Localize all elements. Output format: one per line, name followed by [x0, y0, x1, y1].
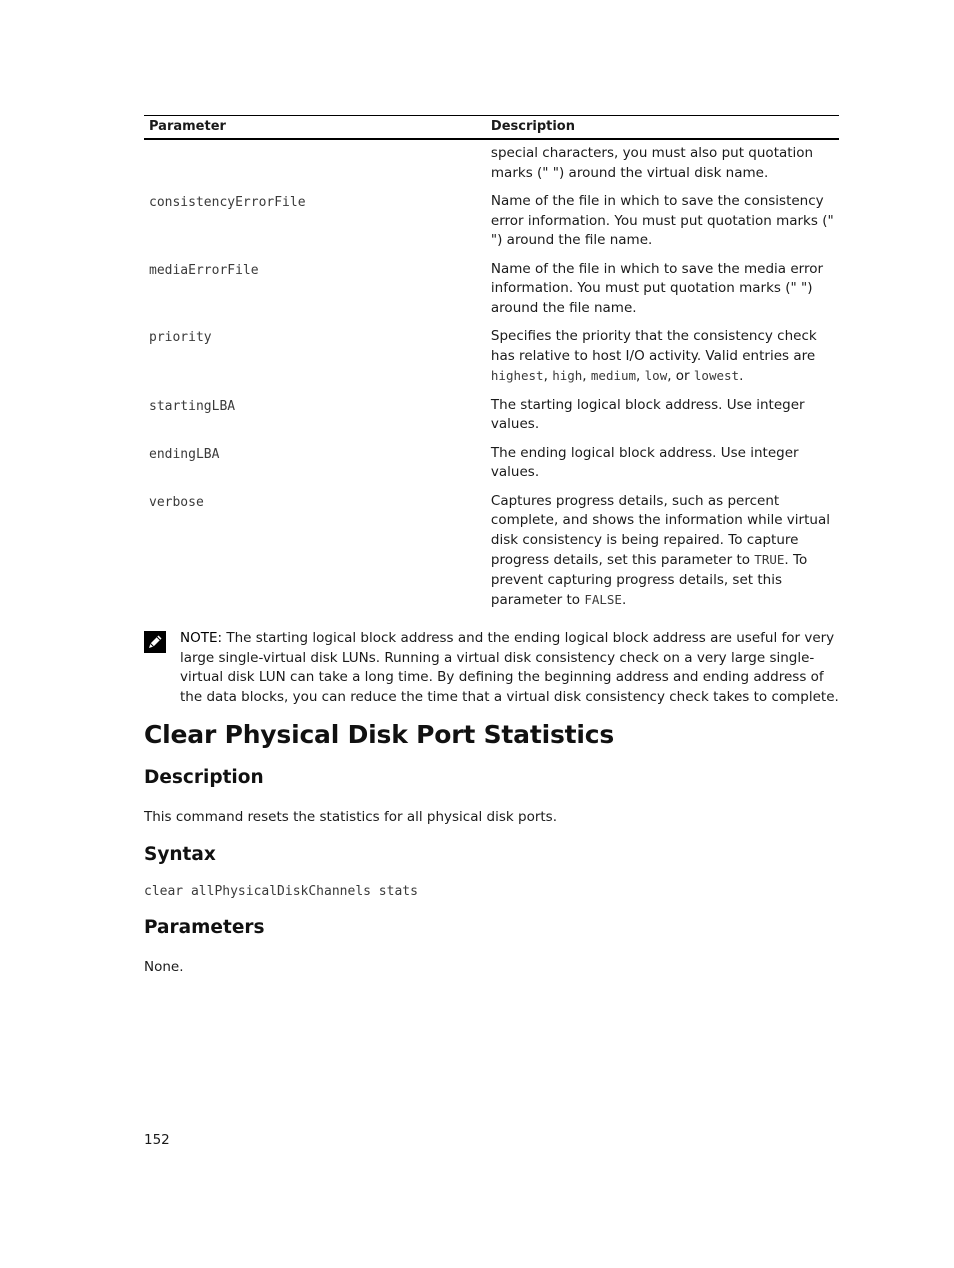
description-text: . — [739, 368, 744, 384]
param-name-cell: priority — [149, 330, 212, 345]
code-value: TRUE — [754, 552, 785, 567]
table-row — [144, 327, 839, 396]
table-body — [144, 139, 839, 620]
code-value: lowest — [693, 368, 740, 383]
param-name-cell: mediaErrorFile — [149, 262, 259, 278]
description-text: . To prevent capturing progress details, set this parameter to — [490, 552, 808, 608]
description-text: , — [582, 368, 591, 384]
param-name-cell: endingLBA — [149, 446, 220, 462]
parameters-text: None. — [144, 959, 184, 975]
description-text: special characters, you must also put quotation marks (" ") around the virtual disk name. — [490, 145, 814, 181]
param-description-cell — [486, 444, 839, 492]
description-text: , or — [667, 368, 694, 384]
description-text: Name of the file in which to save the media error information. You must put quotation marks (" ") around the file name. — [490, 260, 824, 316]
parameter-table — [144, 115, 839, 620]
table-header-row — [144, 116, 839, 140]
param-description-cell — [486, 492, 839, 620]
page-number: 152 — [144, 1132, 170, 1148]
description-text: Name of the file in which to save the consistency error information. You must put quotation marks (" ") around the file name. — [490, 193, 834, 248]
param-description-cell — [486, 396, 839, 444]
description-text: The starting logical block address. Use integer values. — [490, 396, 805, 432]
description-text: , — [543, 368, 553, 384]
note-body: The starting logical block address and the ending logical block address are useful for very large single-virtual disk LUNs. Running a virtual disk consistency check on a very large single-virtual disk LUN can take a long time. By defining the beginning address and ending address of the data blocks, you can reduce the time that a virtual disk consistency check takes to complete. — [180, 630, 839, 705]
param-description-cell — [486, 327, 839, 396]
table-row — [144, 444, 839, 492]
note-label: NOTE: — [180, 630, 223, 646]
code-value: low — [644, 368, 668, 383]
parameters-heading: Parameters — [144, 917, 265, 938]
code-value: FALSE — [584, 592, 622, 607]
table-row — [144, 396, 839, 444]
syntax-code: clear allPhysicalDiskChannels stats — [144, 884, 418, 899]
param-name-cell: verbose — [149, 494, 204, 510]
description-text: , — [636, 368, 645, 384]
description-text: The ending logical block address. Use integer values. — [490, 444, 799, 480]
note-pencil-icon — [144, 631, 166, 653]
header-description: Description — [486, 116, 839, 140]
code-value: highest — [490, 368, 544, 383]
param-description-cell — [486, 192, 839, 260]
syntax-heading: Syntax — [144, 844, 216, 865]
param-name-cell — [144, 139, 486, 192]
note-text — [180, 629, 839, 707]
param-name-cell: startingLBA — [149, 398, 236, 414]
description-text: . — [621, 592, 627, 608]
table-row — [144, 260, 839, 328]
section-title: Clear Physical Disk Port Statistics — [144, 720, 615, 749]
description-heading: Description — [144, 767, 264, 788]
param-name-cell: consistencyErrorFile — [149, 195, 306, 210]
code-value: medium — [590, 368, 637, 383]
param-description-cell — [486, 260, 839, 328]
header-parameter: Parameter — [144, 116, 486, 140]
description-text: Captures progress details, such as percent complete, and shows the information while virtual disk consistency is being repaired. To capture progress details, set this parameter to — [490, 492, 830, 568]
table-row — [144, 492, 839, 620]
table-row — [144, 139, 839, 192]
param-description-cell — [486, 139, 839, 192]
table-row — [144, 192, 839, 260]
description-text: Specifies the priority that the consistency check has relative to host I/O activity. Valid entries are — [490, 328, 817, 364]
description-text: This command resets the statistics for all physical disk ports. — [144, 809, 557, 825]
code-value: high — [552, 368, 583, 383]
note-block — [144, 629, 839, 707]
